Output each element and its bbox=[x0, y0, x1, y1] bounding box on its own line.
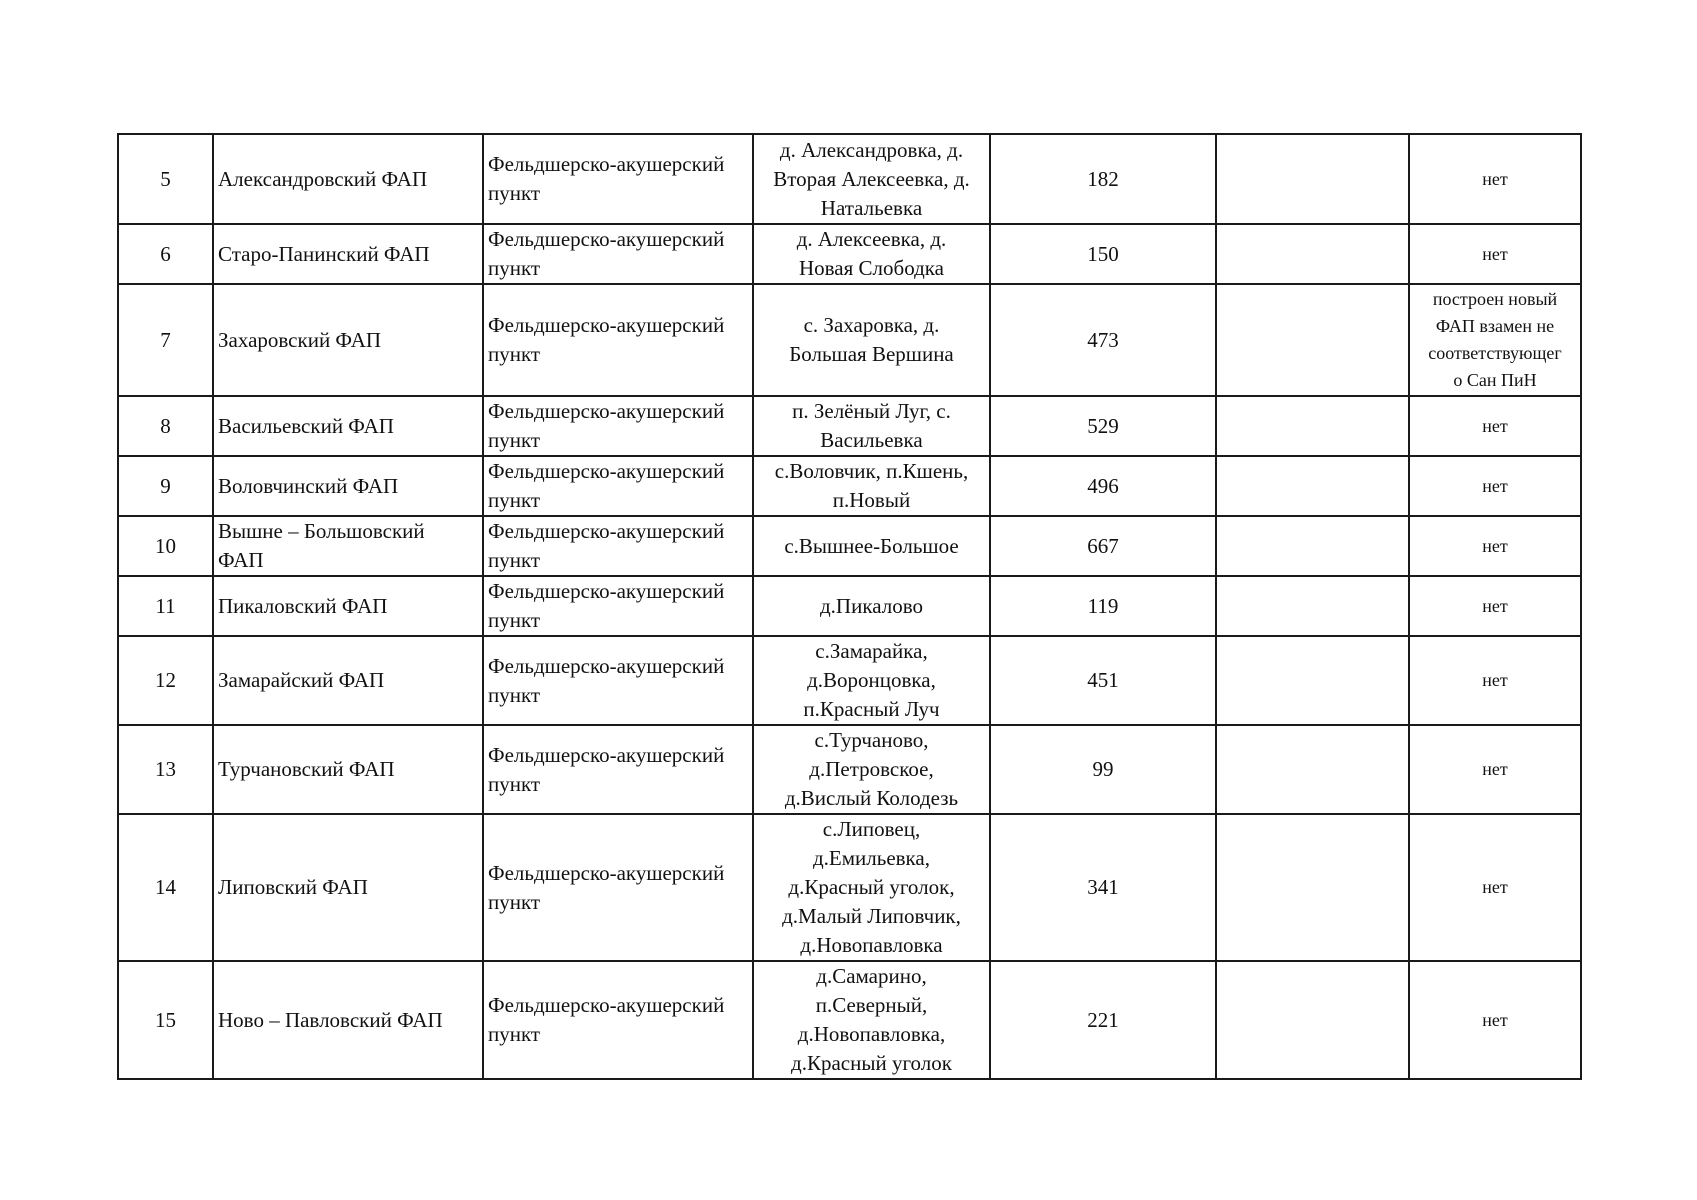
table-row bbox=[118, 134, 1581, 224]
served-settlements: с.Вышнее-Большое bbox=[753, 516, 990, 576]
note-cell: нет bbox=[1409, 134, 1581, 224]
table-row bbox=[118, 284, 1581, 396]
table-row bbox=[118, 636, 1581, 725]
fap-name: Вышне – Большовский ФАП bbox=[213, 516, 483, 576]
population-count: 99 bbox=[990, 725, 1216, 814]
served-settlements: с.Липовец, д.Емильевка, д.Красный уголок, д.Малый Липовчик, д.Новопавловка bbox=[753, 814, 990, 961]
note-cell: нет bbox=[1409, 961, 1581, 1079]
table-row bbox=[118, 725, 1581, 814]
row-number: 12 bbox=[118, 636, 213, 725]
fap-table bbox=[117, 133, 1582, 1080]
table-row bbox=[118, 224, 1581, 284]
served-settlements: д.Самарино, п.Северный, д.Новопавловка, д.Красный уголок bbox=[753, 961, 990, 1079]
table-row bbox=[118, 576, 1581, 636]
empty-cell bbox=[1216, 636, 1409, 725]
fap-name: Васильевский ФАП bbox=[213, 396, 483, 456]
population-count: 529 bbox=[990, 396, 1216, 456]
fap-name: Липовский ФАП bbox=[213, 814, 483, 961]
served-settlements: д. Алексеевка, д. Новая Слободка bbox=[753, 224, 990, 284]
served-settlements: д.Пикалово bbox=[753, 576, 990, 636]
fap-name: Захаровский ФАП bbox=[213, 284, 483, 396]
fap-name: Ново – Павловский ФАП bbox=[213, 961, 483, 1079]
facility-type: Фельдшерско-акушерский пункт bbox=[483, 224, 753, 284]
population-count: 182 bbox=[990, 134, 1216, 224]
population-count: 221 bbox=[990, 961, 1216, 1079]
row-number: 10 bbox=[118, 516, 213, 576]
row-number: 7 bbox=[118, 284, 213, 396]
row-number: 14 bbox=[118, 814, 213, 961]
note-cell: нет bbox=[1409, 396, 1581, 456]
fap-name: Пикаловский ФАП bbox=[213, 576, 483, 636]
note-cell: построен новый ФАП взамен не соответствующег о Сан ПиН bbox=[1409, 284, 1581, 396]
empty-cell bbox=[1216, 134, 1409, 224]
note-cell: нет bbox=[1409, 725, 1581, 814]
note-cell: нет bbox=[1409, 516, 1581, 576]
empty-cell bbox=[1216, 961, 1409, 1079]
fap-name: Старо-Панинский ФАП bbox=[213, 224, 483, 284]
table-row bbox=[118, 961, 1581, 1079]
served-settlements: с. Захаровка, д. Большая Вершина bbox=[753, 284, 990, 396]
population-count: 667 bbox=[990, 516, 1216, 576]
facility-type: Фельдшерско-акушерский пункт bbox=[483, 961, 753, 1079]
row-number: 11 bbox=[118, 576, 213, 636]
facility-type: Фельдшерско-акушерский пункт bbox=[483, 284, 753, 396]
facility-type: Фельдшерско-акушерский пункт bbox=[483, 636, 753, 725]
served-settlements: п. Зелёный Луг, с. Васильевка bbox=[753, 396, 990, 456]
fap-name: Александровский ФАП bbox=[213, 134, 483, 224]
empty-cell bbox=[1216, 576, 1409, 636]
population-count: 150 bbox=[990, 224, 1216, 284]
row-number: 13 bbox=[118, 725, 213, 814]
served-settlements: с.Замарайка, д.Воронцовка, п.Красный Луч bbox=[753, 636, 990, 725]
served-settlements: с.Воловчик, п.Кшень, п.Новый bbox=[753, 456, 990, 516]
note-cell: нет bbox=[1409, 814, 1581, 961]
row-number: 6 bbox=[118, 224, 213, 284]
fap-name: Замарайский ФАП bbox=[213, 636, 483, 725]
table-row bbox=[118, 456, 1581, 516]
note-cell: нет bbox=[1409, 456, 1581, 516]
table-row bbox=[118, 516, 1581, 576]
served-settlements: с.Турчаново, д.Петровское, д.Вислый Колодезь bbox=[753, 725, 990, 814]
empty-cell bbox=[1216, 814, 1409, 961]
table-row bbox=[118, 814, 1581, 961]
empty-cell bbox=[1216, 516, 1409, 576]
facility-type: Фельдшерско-акушерский пункт bbox=[483, 456, 753, 516]
served-settlements: д. Александровка, д. Вторая Алексеевка, д. Натальевка bbox=[753, 134, 990, 224]
note-cell: нет bbox=[1409, 636, 1581, 725]
facility-type: Фельдшерско-акушерский пункт bbox=[483, 516, 753, 576]
note-cell: нет bbox=[1409, 224, 1581, 284]
empty-cell bbox=[1216, 456, 1409, 516]
row-number: 9 bbox=[118, 456, 213, 516]
facility-type: Фельдшерско-акушерский пункт bbox=[483, 396, 753, 456]
facility-type: Фельдшерско-акушерский пункт bbox=[483, 725, 753, 814]
table-row bbox=[118, 396, 1581, 456]
population-count: 496 bbox=[990, 456, 1216, 516]
facility-type: Фельдшерско-акушерский пункт bbox=[483, 814, 753, 961]
fap-name: Турчановский ФАП bbox=[213, 725, 483, 814]
empty-cell bbox=[1216, 224, 1409, 284]
note-cell: нет bbox=[1409, 576, 1581, 636]
population-count: 473 bbox=[990, 284, 1216, 396]
empty-cell bbox=[1216, 284, 1409, 396]
row-number: 8 bbox=[118, 396, 213, 456]
population-count: 119 bbox=[990, 576, 1216, 636]
facility-type: Фельдшерско-акушерский пункт bbox=[483, 134, 753, 224]
population-count: 341 bbox=[990, 814, 1216, 961]
row-number: 15 bbox=[118, 961, 213, 1079]
fap-name: Воловчинский ФАП bbox=[213, 456, 483, 516]
row-number: 5 bbox=[118, 134, 213, 224]
facility-type: Фельдшерско-акушерский пункт bbox=[483, 576, 753, 636]
population-count: 451 bbox=[990, 636, 1216, 725]
empty-cell bbox=[1216, 396, 1409, 456]
empty-cell bbox=[1216, 725, 1409, 814]
